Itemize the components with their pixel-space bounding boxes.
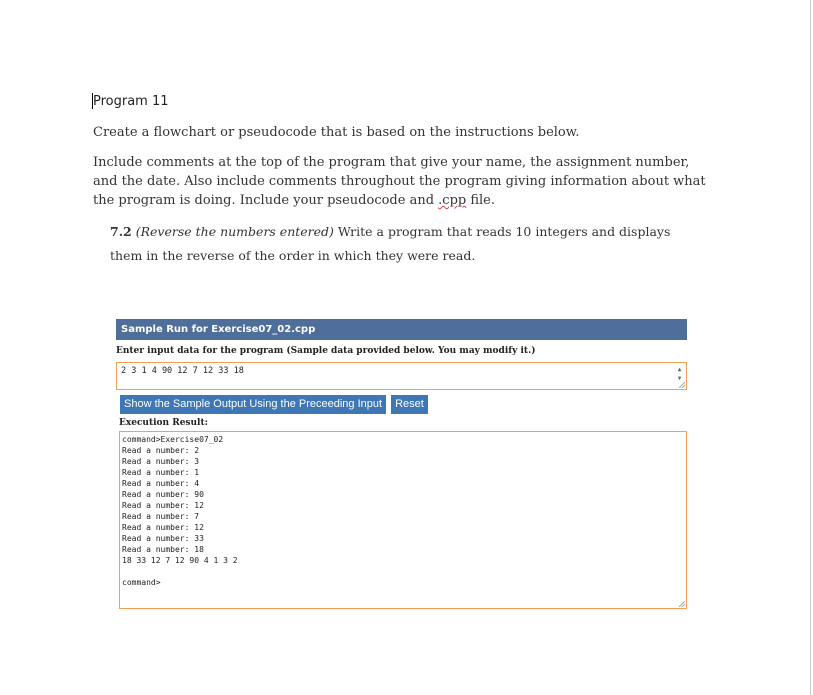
output-line	[122, 566, 684, 577]
resize-grip-icon[interactable]	[679, 382, 685, 388]
input-prompt: Enter input data for the program (Sample data provided below. You may modify it.)	[116, 346, 536, 356]
output-line: Read a number: 33	[122, 534, 204, 543]
sample-run-panel	[116, 319, 687, 609]
page-edge	[810, 0, 811, 695]
exercise-text: Write a program that reads 10 integers and displays them in the reverse of the order in which they were read.	[110, 224, 671, 263]
exercise-number: 7.2	[110, 224, 132, 239]
resize-grip-icon[interactable]	[679, 601, 685, 607]
output-line: command>	[122, 578, 161, 587]
reset-button[interactable]: Reset	[391, 395, 428, 414]
execution-output[interactable]	[119, 431, 687, 609]
exercise-title: (Reverse the numbers entered)	[135, 224, 334, 239]
show-sample-output-button[interactable]: Show the Sample Output Using the Preceeding Input	[120, 395, 386, 414]
instruction-paragraph-1: Create a flowchart or pseudocode that is based on the instructions below.	[93, 125, 580, 140]
output-line: Read a number: 90	[122, 490, 204, 499]
page-title: Program 11	[93, 94, 169, 109]
output-line: Read a number: 4	[122, 479, 200, 488]
output-line: Read a number: 18	[122, 545, 204, 554]
output-line: Read a number: 3	[122, 457, 200, 466]
output-line: command>Exercise07_02	[122, 435, 224, 444]
output-line: Read a number: 1	[122, 468, 200, 477]
spellcheck-word: .cpp	[438, 193, 467, 208]
output-line: Read a number: 7	[122, 512, 200, 521]
instruction-text-end: file.	[466, 193, 496, 208]
instruction-text: Include comments at the top of the program that give your name, the assignment number, and the date. Also include comments throughout the program giving information about what the program is doing. Include your pseudocode and	[93, 155, 706, 208]
button-row	[116, 395, 687, 415]
input-data-value: 2 3 1 4 90 12 7 12 33 18	[121, 366, 244, 376]
instruction-paragraph-2	[93, 153, 713, 210]
exercise-description	[110, 220, 700, 268]
execution-result-label: Execution Result:	[119, 418, 208, 428]
spinner-arrows-icon[interactable]: ▲ ▼	[677, 366, 682, 382]
output-line: 18 33 12 7 12 90 4 1 3 2	[122, 556, 238, 565]
output-line: Read a number: 12	[122, 523, 204, 532]
output-line: Read a number: 2	[122, 446, 200, 455]
input-data-field[interactable]	[116, 362, 687, 390]
output-line: Read a number: 12	[122, 501, 204, 510]
sample-run-title: Sample Run for Exercise07_02.cpp	[116, 319, 687, 340]
